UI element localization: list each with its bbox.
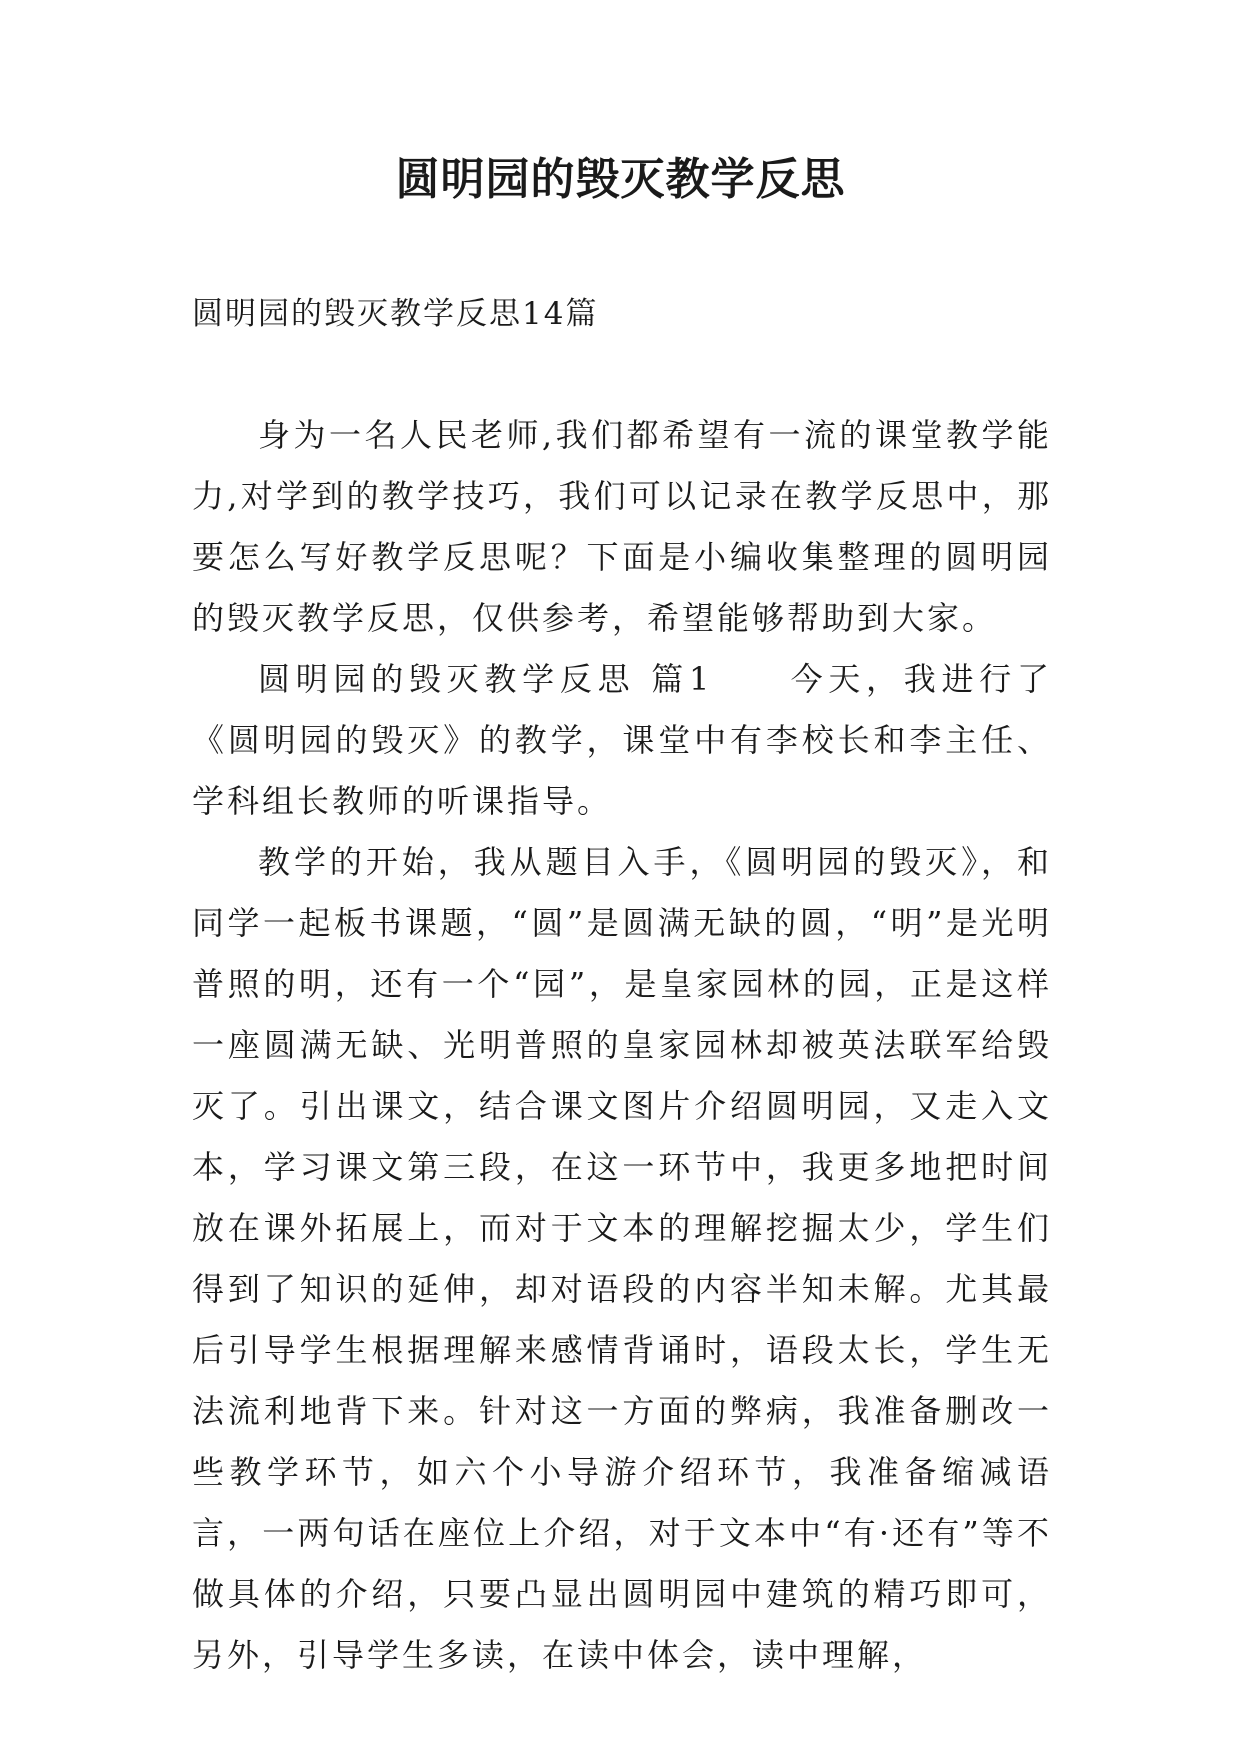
- document-subtitle: 圆明园的毁灭教学反思14篇: [192, 296, 599, 332]
- document-body: [192, 405, 1052, 1686]
- document-title: 圆明园的毁灭教学反思: [395, 154, 846, 205]
- paragraph-part1-heading: 圆明园的毁灭教学反思 篇1 今天，我进行了《圆明园的毁灭》的教学，课堂中有李校长和李主任、学科组长教师的听课指导。: [192, 660, 1052, 820]
- paragraph-teaching-process: 教学的开始，我从题目入手，《圆明园的毁灭》，和同学一起板书课题，“圆”是圆满无缺的圆，“明”是光明普照的明，还有一个“园”，是皇家园林的园，正是这样一座圆满无缺、光明普照的皇家园林却被英法联军给毁灭了。引出课文，结合课文图片介绍圆明园，又走入文本，学习课文第三段，在这一环节中，我更多地把时间放在课外拓展上，而对于文本的理解挖掘太少，学生们得到了知识的延伸，却对语段的内容半知未解。尤其最后引导学生根据理解来感情背诵时，语段太长，学生无法流利地背下来。针对这一方面的弊病，我准备删改一些教学环节，如六个小导游介绍环节，我准备缩减语言，一两句话在座位上介绍，对于文本中“有·还有”等不做具体的介绍，只要凸显出圆明园中建筑的精巧即可，另外，引导学生多读，在读中体会，读中理解，: [192, 843, 1052, 1674]
- paragraph-intro: 身为一名人民老师,我们都希望有一流的课堂教学能力,对学到的教学技巧，我们可以记录在教学反思中，那要怎么写好教学反思呢？下面是小编收集整理的圆明园的毁灭教学反思，仅供参考，希望能够帮助到大家。: [192, 416, 1052, 637]
